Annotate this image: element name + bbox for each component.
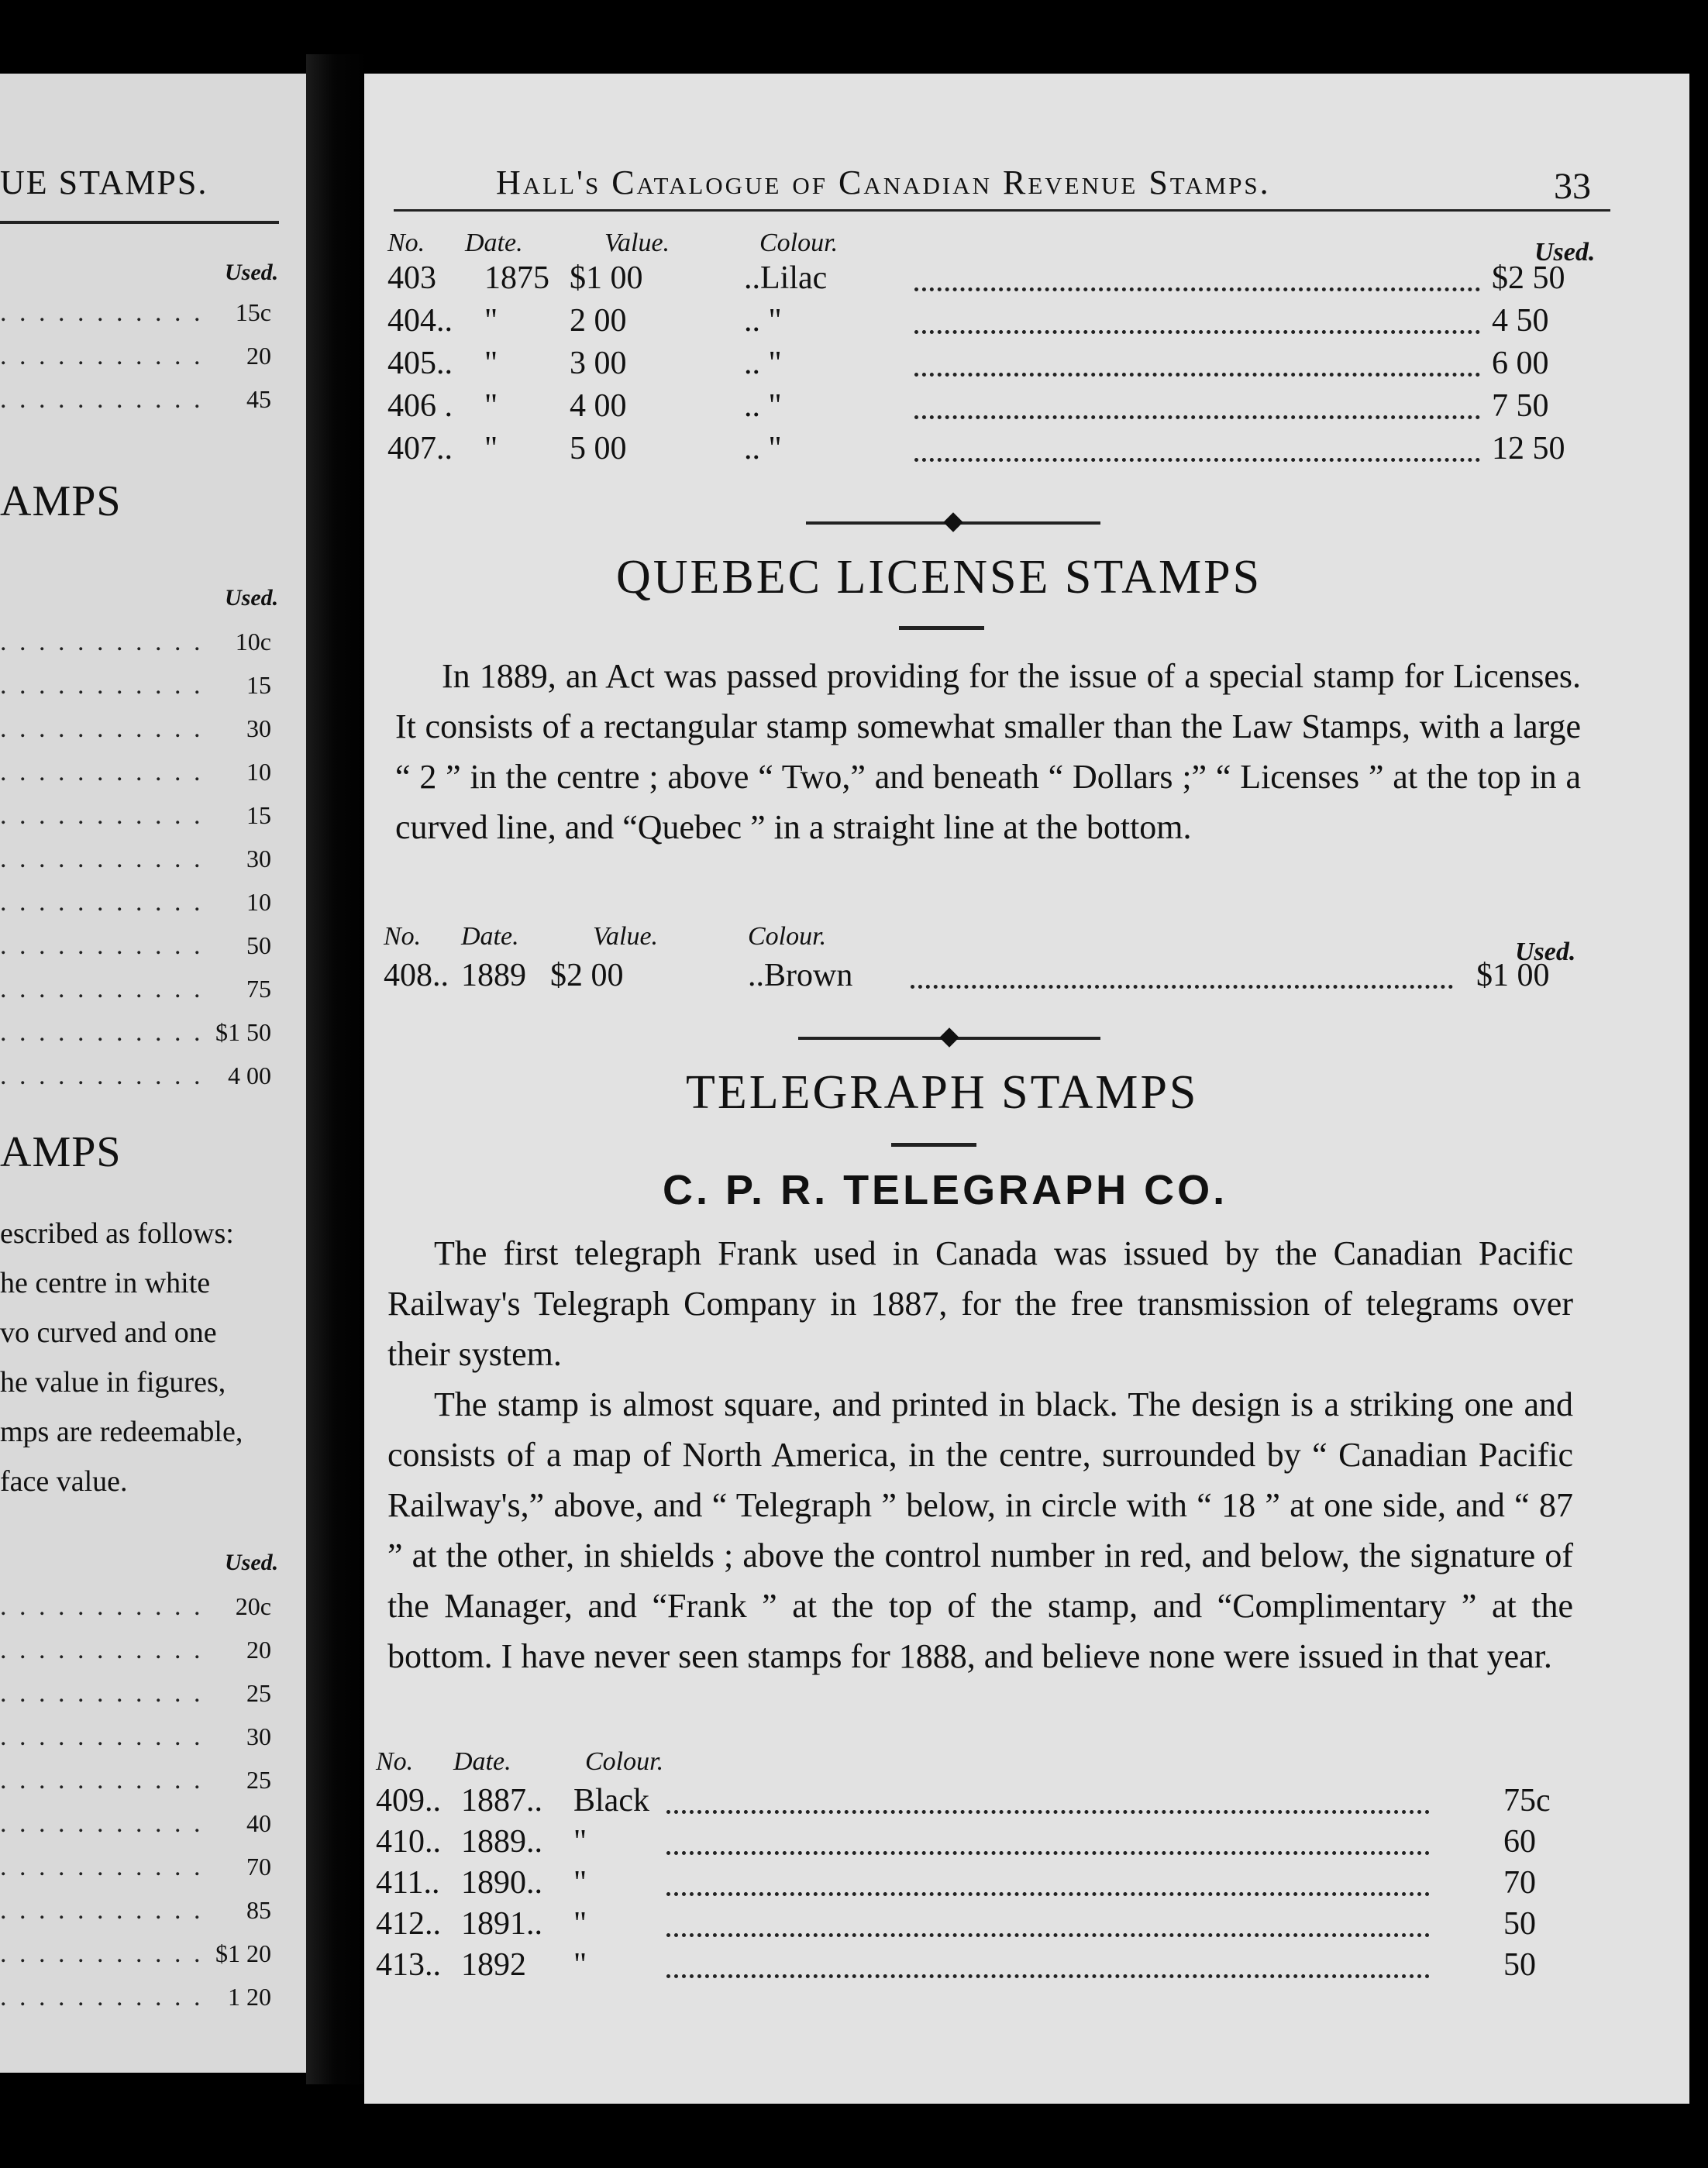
cell-used: 4 50	[1492, 303, 1549, 339]
col-value: Value.	[604, 229, 670, 257]
left-page	[0, 74, 306, 2073]
cell-used: $2 50	[1492, 260, 1565, 296]
leader-dots: . . . . . . . . . . .	[0, 975, 204, 1003]
cell-colour: ..Lilac	[744, 260, 828, 296]
cell-date: "	[484, 303, 498, 339]
leader-dots: . . . . . . . . . . .	[0, 1983, 204, 2011]
left-used-value: 75	[246, 975, 271, 1003]
page-number: 33	[1554, 166, 1591, 207]
leader-dots: . . . . . . . . . . .	[0, 888, 204, 917]
telegraph-paragraphs	[387, 1228, 1573, 1681]
left-used-value: $1 20	[215, 1939, 271, 1967]
cell-date: 1889..	[461, 1824, 542, 1860]
leader-dots: . . . . . . . . . . .	[0, 1636, 204, 1664]
leader-dots: . . . . . . . . . . .	[0, 758, 204, 786]
quebec-paragraph	[395, 651, 1581, 852]
left-list-row	[0, 628, 287, 659]
leader-dots	[914, 458, 1480, 462]
table-row	[376, 1823, 1593, 1863]
cell-used: 12 50	[1492, 431, 1565, 466]
leader-dots: . . . . . . . . . . .	[0, 1896, 204, 1925]
col-date: Date.	[465, 229, 523, 257]
leader-dots: . . . . . . . . . . .	[0, 801, 204, 830]
leader-dots	[666, 1933, 1430, 1937]
cell-value: 4 00	[570, 388, 627, 424]
table-row	[387, 430, 1604, 470]
left-used-value: 1 20	[228, 1983, 271, 2011]
left-used-value: 15	[246, 801, 271, 829]
title-rule	[899, 626, 984, 630]
cell-no: 404..	[387, 303, 453, 339]
left-text-line: mps are redeemable,	[0, 1416, 243, 1448]
left-list-row	[0, 1939, 287, 1970]
quebec-row	[384, 957, 1593, 996]
cell-no: 412..	[376, 1906, 441, 1942]
left-list-row	[0, 1679, 287, 1710]
left-used-value: 70	[246, 1853, 271, 1881]
leader-dots: . . . . . . . . . . .	[0, 714, 204, 743]
col-colour: Colour.	[585, 1747, 664, 1776]
cell-no: 409..	[376, 1783, 441, 1819]
ornament-divider	[798, 1027, 1100, 1050]
left-list-row	[0, 671, 287, 702]
left-used-value: $1 50	[215, 1018, 271, 1046]
cell-date: 1891..	[461, 1906, 542, 1942]
left-used-value: 40	[246, 1809, 271, 1837]
left-used-value: 30	[246, 714, 271, 742]
left-list-row	[0, 931, 287, 962]
book-spine	[306, 54, 368, 2084]
left-used-value: 15	[246, 671, 271, 699]
col-used: Used.	[1515, 938, 1576, 966]
col-value: Value.	[593, 922, 659, 951]
left-used-value: 10	[246, 758, 271, 786]
cell-used: 6 00	[1492, 346, 1549, 381]
left-used-value: 20	[246, 342, 271, 370]
left-used-value: 85	[246, 1896, 271, 1924]
col-colour: Colour.	[759, 229, 839, 257]
table-row	[376, 1864, 1593, 1905]
cell-used: 7 50	[1492, 388, 1549, 424]
telegraph-paragraph-1: The first telegraph Frank used in Canada was issued by the Canadian Pacific Railway's Telegraph Company in 1887, for the free transmission of telegrams over their system.	[387, 1234, 1573, 1373]
left-used-value: 30	[246, 1722, 271, 1750]
leader-dots: . . . . . . . . . . .	[0, 1766, 204, 1795]
cell-date: 1887..	[461, 1783, 542, 1819]
cell-no: 411..	[376, 1865, 440, 1901]
leader-dots	[914, 373, 1480, 377]
leader-dots	[914, 330, 1480, 334]
left-running-head: UE STAMPS.	[0, 163, 208, 201]
cell-value: 2 00	[570, 303, 627, 339]
cell-date: "	[484, 431, 498, 466]
left-head-rule	[0, 221, 279, 224]
cell-used: 50	[1503, 1906, 1536, 1942]
telegraph-table-header	[376, 1747, 1593, 1786]
cell-colour: .. "	[744, 303, 782, 339]
cell-colour: "	[573, 1947, 587, 1983]
cell-colour: "	[573, 1906, 587, 1942]
left-list-row	[0, 342, 287, 373]
leader-dots: . . . . . . . . . . .	[0, 298, 204, 327]
cell-colour: Black	[573, 1783, 649, 1819]
col-no: No.	[376, 1747, 414, 1776]
right-page	[364, 74, 1689, 2104]
left-list-row	[0, 1896, 287, 1927]
cell-no: 405..	[387, 346, 453, 381]
leader-dots: . . . . . . . . . . .	[0, 342, 204, 370]
table-row	[387, 302, 1604, 342]
ornament-divider	[806, 511, 1100, 535]
table-row	[376, 1946, 1593, 1987]
leader-dots: . . . . . . . . . . .	[0, 1062, 204, 1090]
leader-dots	[666, 1892, 1430, 1896]
left-list-row	[0, 758, 287, 789]
cell-date: 1889	[461, 958, 526, 993]
leader-dots: . . . . . . . . . . .	[0, 1592, 204, 1621]
telegraph-title: TELEGRAPH STAMPS	[686, 1066, 1199, 1119]
title-rule	[891, 1143, 976, 1147]
left-list-row	[0, 801, 287, 832]
telegraph-subtitle: C. P. R. TELEGRAPH CO.	[663, 1167, 1228, 1213]
leader-dots: . . . . . . . . . . .	[0, 628, 204, 656]
quebec-table-header	[384, 922, 1600, 966]
leader-dots: . . . . . . . . . . .	[0, 671, 204, 700]
left-used-value: 10c	[235, 628, 271, 656]
leader-dots: . . . . . . . . . . .	[0, 385, 204, 414]
col-no: No.	[387, 229, 425, 257]
leader-dots: . . . . . . . . . . .	[0, 1018, 204, 1047]
leader-dots: . . . . . . . . . . .	[0, 1809, 204, 1838]
cell-value: 5 00	[570, 431, 627, 466]
cell-colour: "	[573, 1824, 587, 1860]
cell-no: 403	[387, 260, 436, 296]
left-list-row	[0, 1592, 287, 1623]
cell-date: 1875	[484, 260, 549, 296]
leader-dots: . . . . . . . . . . .	[0, 1939, 204, 1968]
left-list-row	[0, 1853, 287, 1884]
cell-no: 408..	[384, 958, 449, 993]
cell-used: $1 00	[1476, 958, 1550, 993]
left-used-value: 25	[246, 1766, 271, 1794]
left-list-row	[0, 1766, 287, 1797]
cell-no: 406 .	[387, 388, 453, 424]
leader-dots: . . . . . . . . . . .	[0, 1722, 204, 1751]
leader-dots	[666, 1810, 1430, 1814]
cell-colour: .. "	[744, 346, 782, 381]
table-row	[376, 1782, 1593, 1822]
col-date: Date.	[453, 1747, 511, 1776]
left-list-row	[0, 975, 287, 1006]
quebec-paragraph-text: In 1889, an Act was passed providing for the issue of a special stamp for Licenses. It consists of a rectangular stamp somewhat smaller than the Law Stamps, with a large “ 2 ” in the centre ; above “ Two,” and beneath “ Dollars ;” “ Licenses ” at the top in a curved line, and “Quebec ” in a straight line at the bottom.	[395, 657, 1581, 846]
cell-no: 407..	[387, 431, 453, 466]
cell-no: 413..	[376, 1947, 441, 1983]
left-text-line: he centre in white	[0, 1267, 211, 1299]
leader-dots	[914, 415, 1480, 419]
table-row	[387, 260, 1604, 300]
left-used-value: 45	[246, 385, 271, 413]
quebec-title: QUEBEC LICENSE STAMPS	[616, 551, 1262, 604]
left-used-value: 10	[246, 888, 271, 916]
left-heading-2: AMPS	[0, 1128, 122, 1176]
left-used-value: 15c	[235, 298, 271, 326]
cell-no: 410..	[376, 1824, 441, 1860]
leader-dots	[666, 1851, 1430, 1855]
left-list-row	[0, 1809, 287, 1840]
left-text-line: vo curved and one	[0, 1316, 217, 1349]
cell-colour: "	[573, 1865, 587, 1901]
leader-dots: . . . . . . . . . . .	[0, 845, 204, 873]
left-used-value: 20c	[235, 1592, 271, 1620]
left-used-value: 20	[246, 1636, 271, 1664]
cell-date: 1890..	[461, 1865, 542, 1901]
left-text-line: he value in figures,	[0, 1366, 226, 1399]
telegraph-paragraph-2: The stamp is almost square, and printed in black. The design is a striking one and consists of a map of North America, in the centre, surrounded by “ Canadian Pacific Railway's,” above, and “ Telegraph ” below, in circle with “ 18 ” at one side, and “ 87 ” at the other, in shields ; above the control number in red, and below, the signature of the Manager, and “Frank ” at the top of the stamp, and “Complimentary ” at the bottom. I have never seen stamps for 1888, and believe none were issued in that year.	[387, 1385, 1573, 1675]
cell-value: 3 00	[570, 346, 627, 381]
left-list-row	[0, 888, 287, 919]
left-list-row	[0, 845, 287, 876]
left-used-label: Used.	[225, 585, 279, 611]
cell-used: 70	[1503, 1865, 1536, 1901]
left-list-row	[0, 714, 287, 745]
left-list-row	[0, 1722, 287, 1753]
left-used-label: Used.	[225, 1550, 279, 1575]
cell-date: "	[484, 346, 498, 381]
col-date: Date.	[461, 922, 519, 951]
leader-dots	[914, 287, 1480, 291]
cell-value: $2 00	[550, 958, 624, 993]
table-row	[387, 345, 1604, 385]
left-used-value: 4 00	[228, 1062, 271, 1089]
left-used-value: 30	[246, 845, 271, 872]
left-list-row	[0, 298, 287, 329]
left-list-row	[0, 385, 287, 416]
leader-dots	[666, 1974, 1430, 1978]
leader-dots: . . . . . . . . . . .	[0, 1679, 204, 1708]
leader-dots: . . . . . . . . . . .	[0, 931, 204, 960]
left-list-row	[0, 1983, 287, 2014]
table-row	[376, 1905, 1593, 1946]
head-rule	[394, 209, 1610, 212]
leader-dots: . . . . . . . . . . .	[0, 1853, 204, 1881]
cell-value: $1 00	[570, 260, 643, 296]
running-head: Hall's Catalogue of Canadian Revenue Stamps.	[496, 163, 1271, 201]
cell-used: 75c	[1503, 1783, 1551, 1819]
cell-used: 50	[1503, 1947, 1536, 1983]
cell-date: 1892	[461, 1947, 526, 1983]
left-heading-1: AMPS	[0, 477, 122, 525]
cell-used: 60	[1503, 1824, 1536, 1860]
col-used: Used.	[1534, 238, 1596, 267]
left-used-label: Used.	[225, 260, 279, 285]
left-list-row	[0, 1018, 287, 1049]
left-list-row	[0, 1636, 287, 1667]
left-text-line: escribed as follows:	[0, 1217, 234, 1250]
table-row	[387, 387, 1604, 428]
col-no: No.	[384, 922, 422, 951]
cell-colour: .. "	[744, 431, 782, 466]
cell-date: "	[484, 388, 498, 424]
cell-colour: ..Brown	[748, 958, 853, 993]
left-text-line: face value.	[0, 1465, 128, 1498]
left-used-value: 50	[246, 931, 271, 959]
leader-dots	[911, 985, 1453, 989]
left-used-value: 25	[246, 1679, 271, 1707]
left-list-row	[0, 1062, 287, 1093]
cell-colour: .. "	[744, 388, 782, 424]
col-colour: Colour.	[748, 922, 827, 951]
